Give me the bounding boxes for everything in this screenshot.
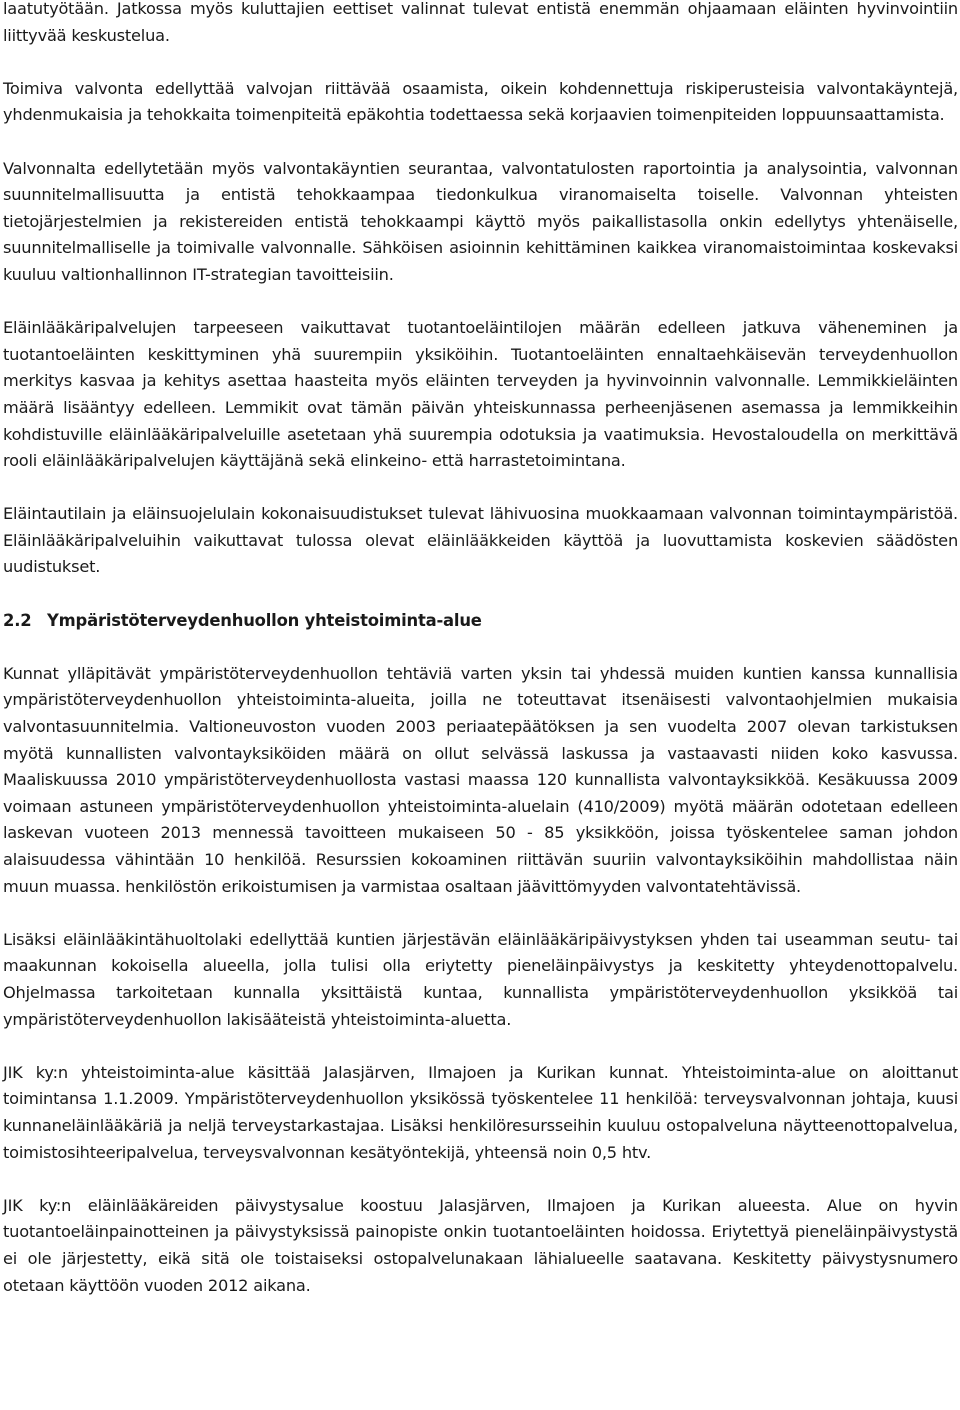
paragraph-jik-duty-area: JIK ky:n eläinlääkäreiden päivystysalue koostuu Jalasjärven, Ilmajoen ja Kurikan alueesta. Alue on hyvin tuotantoeläinpainotteinen ja päivystyksissä painopiste onkin tuotantoeläinten hoidossa. Eriytettyä pieneläinpäivystystä ei ole järjestetty, eikä sitä ole toistaiseksi ostopalvelunakaan lähialueelle saatavana. Keskitetty päivystysnumero otetaan käyttöön vuoden 2012 aikana. (3, 1195, 958, 1295)
document-page (3, 0, 958, 1299)
paragraph-gap (3, 1033, 958, 1060)
section-number: 2.2 (3, 610, 32, 630)
paragraph-gap (3, 49, 958, 76)
paragraph-gap (3, 289, 958, 316)
section-title: Ympäristöterveydenhuollon yhteistoiminta-alue (47, 610, 482, 630)
paragraph-gap (3, 634, 958, 661)
paragraph-consumer-ethics: laatutyötään. Jatkossa myös kuluttajien eettiset valinnat tulevat entistä enemmän ohjaamaan eläinten hyvinvointiin liittyvää keskustelua. (3, 0, 958, 45)
paragraph-municipal-cooperation: Kunnat ylläpitävät ympäristöterveydenhuollon tehtäviä varten yksin tai yhdessä muiden kuntien kanssa kunnallisia ympäristöterveydenhuollon yhteistoiminta-alueita, joilla ne toteuttavat itsenäisesti valvontaohjelmien mukaisia valvontasuunnitelmia. Valtioneuvoston vuoden 2003 periaatepäätöksen ja sen vuodelta 2007 olevan tarkistuksen myötä kunnallisten valvontayksiköiden määrä on ollut selvässä laskussa ja vastaavasti niiden koko kasvussa. Maaliskuussa 2010 ympäristöterveydenhuollosta vastasi maassa 120 kunnallista valvontayksikköä. Kesäkuussa 2009 voimaan astuneen ympäristöterveydenhuollon yhteistoiminta-aluelain (410/2009) myötä määrän odotetaan edelleen laskevan vuoteen 2013 mennessä tavoitteen mukaiseen 50 - 85 yksikköön, joissa työskentelee saman johdon alaisuudessa vähintään 10 henkilöä. Resurssien kokoaminen riittävän suuriin valvontayksiköihin mahdollistaa näin muun muassa. henkilöstön erikoistumisen ja varmistaa osaltaan jäävittömyyden valvontatehtävissä. (3, 663, 958, 896)
paragraph-gap (3, 900, 958, 927)
paragraph-supervision-reporting: Valvonnalta edellytetään myös valvontakäyntien seurantaa, valvontatulosten raportointia ja analysointia, valvonnan suunnitelmallisuutta ja entistä tehokkaampaa tiedonkulkua viranomaiselta toiselle. Valvonnan yhteisten tietojärjestelmien ja rekistereiden entistä tehokkaampi käyttö myös paikallistasolla onkin edellytys yhtenäiselle, suunnitelmalliselle ja toimivalle valvonnalle. Sähköisen asioinnin kehittäminen kaikkea viranomaistoimintaa koskevaksi kuuluu valtionhallinnon IT-strategian tavoitteisiin. (3, 158, 958, 284)
paragraph-veterinary-services: Eläinlääkäripalvelujen tarpeeseen vaikuttavat tuotantoeläintilojen määrän edelleen jatkuva väheneminen ja tuotantoeläinten keskittyminen yhä suurempiin yksiköihin. Tuotantoeläinten ennaltaehkäisevän terveydenhuollon merkitys kasvaa ja kehitys asettaa haasteita myös eläinten terveyden ja hyvinvoinnin valvonnalle. Lemmikkieläinten määrä lisääntyy edelleen. Lemmikit ovat tämän päivän yhteiskunnassa perheenjäsenen asemassa ja lemmikkeihin kohdistuville eläinlääkäripalveluille asetetaan yhä suurempia odotuksia ja vaatimuksia. Hevostaloudella on merkittävä rooli eläinlääkäripalvelujen käyttäjänä sekä elinkeino- että harrastetoimintana. (3, 318, 958, 471)
section-heading (3, 608, 958, 635)
paragraph-gap (3, 475, 958, 502)
paragraph-jik-cooperation-area: JIK ky:n yhteistoiminta-alue käsittää Jalasjärven, Ilmajoen ja Kurikan kunnat. Yhteistoiminta-alue on aloittanut toimintansa 1.1.2009. Ympäristöterveydenhuollon yksikössä työskentelee 11 henkilöä: terveysvalvonnan johtaja, kuusi kunnaneläinlääkäriä ja neljä terveystarkastajaa. Lisäksi henkilöresursseihin kuuluu ostopalveluna näytteenottopalvelua, toimistosihteeripalvelua, terveysvalvonnan kesätyöntekijä, yhteensä noin 0,5 htv. (3, 1062, 958, 1162)
paragraph-functioning-supervision: Toimiva valvonta edellyttää valvojan riittävää osaamista, oikein kohdennettuja riskiperusteisia valvontakäyntejä, yhdenmukaisia ja tehokkaita toimenpiteitä epäkohtia todettaessa sekä korjaavien toimenpiteiden loppuunsaattamista. (3, 78, 958, 125)
paragraph-veterinary-duty: Lisäksi eläinlääkintähuoltolaki edellyttää kuntien järjestävän eläinlääkäripäivystyksen yhden tai useamman seutu- tai maakunnan kokoisella alueella, jolla tulisi olla eriytetty pieneläinpäivystys ja keskitetty yhteydenottopalvelu. Ohjelmassa tarkoitetaan kunnalla yksittäistä kuntaa, kunnallista ympäristöterveydenhuollon yksikköä tai ympäristöterveydenhuollon lakisääteistä yhteistoiminta-aluetta. (3, 929, 958, 1029)
paragraph-gap (3, 129, 958, 156)
paragraph-gap (3, 581, 958, 608)
paragraph-gap (3, 1166, 958, 1193)
paragraph-legislation-reform: Eläintautilain ja eläinsuojelulain kokonaisuudistukset tulevat lähivuosina muokkaamaan valvonnan toimintaympäristöä. Eläinlääkäripalveluihin vaikuttavat tulossa olevat eläinlääkkeiden käyttöä ja luovuttamista koskevien säädösten uudistukset. (3, 504, 958, 577)
